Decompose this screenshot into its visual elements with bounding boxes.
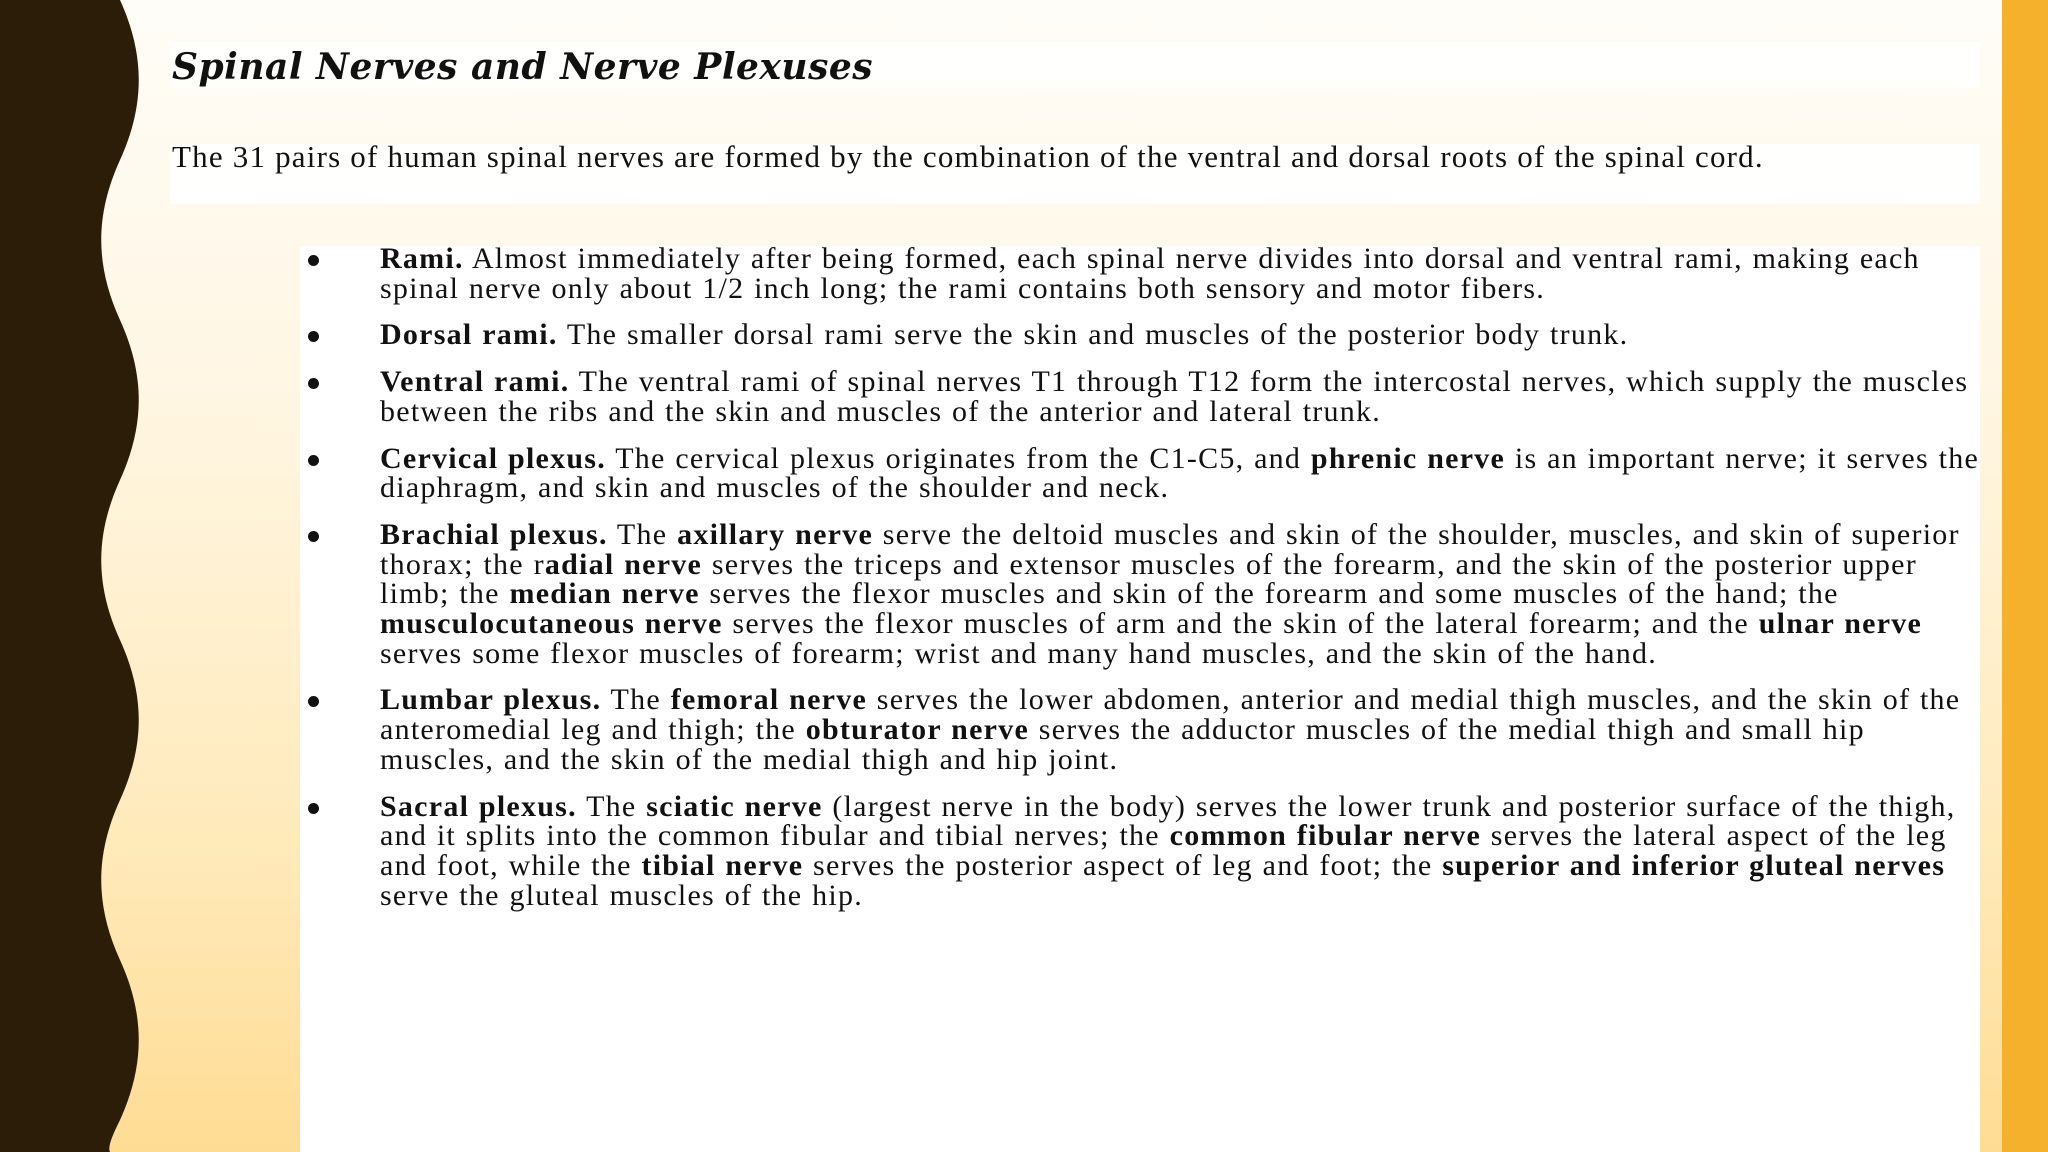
list-item [300,789,1980,912]
bold-term: Ventral rami. [380,365,570,399]
bold-term: common fibular nerve [1169,819,1482,853]
bold-term: Brachial plexus. [380,517,608,551]
body-text: The [607,517,678,551]
bold-term: musculocutaneous nerve [380,607,723,641]
body-text: serve the deltoid muscles and skin of the shoulder, muscles, and skin of superior thorax; the r [380,517,1960,581]
intro-paragraph: The 31 pairs of human spinal nerves are formed by the combination of the ventral and dorsal roots of the spinal cord. [172,139,1764,174]
body-text: The smaller dorsal rami serve the skin and muscles of the posterior body trunk. [557,318,1629,352]
body-text: is an important nerve; it serves the diaphragm, and skin and muscles of the shoulder and neck. [380,441,1980,505]
bold-term: axillary nerve [677,517,874,551]
body-text: serves the lateral aspect of the leg and foot, while the [380,819,1947,882]
bold-term: phrenic nerve [1310,441,1506,475]
slide-title: Spinal Nerves and Nerve Plexuses [172,46,874,88]
bold-term: ulnar nerve [1758,607,1923,641]
body-text: (largest nerve in the body) serves the lower trunk and posterior surface of the thigh, and it splits into the common fibular and tibial nerves; the [380,789,1956,853]
bullet-list [300,244,1980,927]
bold-term: Sacral plexus. [380,789,577,823]
list-item [300,685,1980,774]
body-text: serves the flexor muscles of arm and the skin of the lateral forearm; and the [722,607,1759,641]
body-text: The [601,683,671,717]
list-item [300,517,1980,670]
bullet-dot-icon [308,696,319,707]
body-text: serves the triceps and extensor muscles of the forearm, and the skin of the posterior upper limb; the [380,547,1917,611]
bullet-dot-icon [308,378,319,389]
bold-term: adial nerve [544,547,703,581]
bold-term: median nerve [509,577,700,611]
body-text: Almost immediately after being formed, each spinal nerve divides into dorsal and ventral rami, making each spinal nerve only about 1/2 inch long; the rami contains both sensory and motor fibers. [380,242,1920,305]
bullet-dot-icon [308,331,319,342]
wavy-border-decoration [0,0,160,1152]
bold-term: Dorsal rami. [380,318,558,352]
body-text: The [576,789,647,823]
accent-bar [2002,0,2048,1152]
list-item [300,441,1980,505]
body-text: serves the flexor muscles and skin of the forearm and some muscles of the hand; the [699,577,1839,611]
bullet-dot-icon [308,803,319,814]
bold-term: femoral nerve [670,683,868,717]
body-text: serves the lower abdomen, anterior and medial thigh muscles, and the skin of the anteromedial leg and thigh; the [380,683,1961,747]
bold-term: Lumbar plexus. [380,683,602,717]
bold-term: superior and inferior gluteal nerves [1442,848,1946,882]
body-text: serves the posterior aspect of leg and foot; the [803,848,1443,882]
body-text: serves some flexor muscles of forearm; wrist and many hand muscles, and the skin of the hand. [380,636,1657,670]
body-text: The cervical plexus originates from the C1-C5, and [605,441,1311,475]
list-item [300,367,1980,426]
bullet-dot-icon [308,531,319,542]
bullet-dot-icon [308,255,319,266]
bullet-dot-icon [308,455,319,466]
bold-term: Cervical plexus. [380,441,606,475]
list-item [300,320,1980,350]
bold-term: obturator nerve [805,713,1030,747]
bold-term: Rami. [380,242,464,275]
body-text: The ventral rami of spinal nerves T1 through T12 form the intercostal nerves, which supply the muscles between the ribs and the skin and muscles of the anterior and lateral trunk. [380,365,1969,428]
list-item [300,244,1980,303]
bold-term: sciatic nerve [646,789,823,823]
bold-term: tibial nerve [641,848,804,882]
body-text: serves the adductor muscles of the medial thigh and small hip muscles, and the skin of the medial thigh and hip joint. [380,713,1865,776]
body-text: serve the gluteal muscles of the hip. [380,878,863,912]
